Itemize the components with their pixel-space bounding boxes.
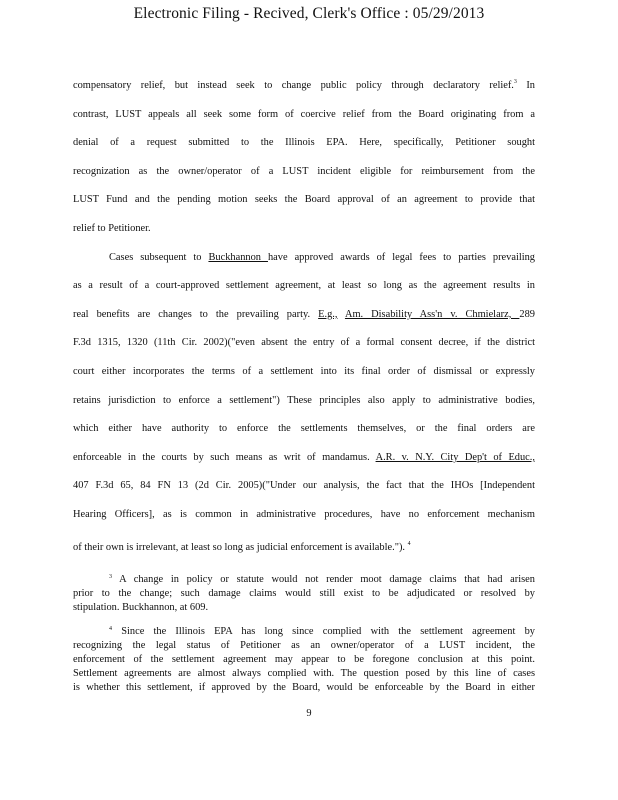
body-line: F.3d 1315, 1320 (11th Cir. 2002)("even absent the entry of a formal consent decree, if the district: [73, 337, 535, 349]
case-citation: A.R. v. N.Y. City Dep't of Educ.,: [375, 451, 535, 463]
body-line: real benefits are changes to the prevailing party. E.g., Am. Disability Ass'n v. Chmielarz, 289: [73, 308, 535, 320]
body-line: as a result of a court-approved settlement agreement, at least so long as the agreement results in: [73, 280, 535, 292]
footnote-number: 3: [109, 574, 112, 580]
body-line: of their own is irrelevant, at least so long as judicial enforcement is available."). $^4$: [73, 540, 411, 553]
footnote-reference: 3: [513, 79, 517, 85]
body-line: retains jurisdiction to enforce a settlement") These principles also apply to administrative bodies,: [73, 394, 535, 406]
electronic-filing-header: Electronic Filing - Recived, Clerk's Office : 05/29/2013: [133, 5, 485, 22]
footnote-number: 4: [109, 626, 112, 633]
body-line: Cases subsequent to Buckhannon have approved awards of legal fees to parties prevailing: [109, 251, 536, 263]
document-body: [73, 68, 535, 562]
page-number: 9: [306, 708, 312, 719]
footnote-reference: 4: [407, 540, 411, 547]
body-line: recognization as the owner/operator of a LUST incident eligible for reimbursement from the: [73, 165, 535, 177]
case-citation: Am. Disability Ass'n v. Chmielarz,: [344, 308, 520, 320]
body-line: relief to Petitioner.: [73, 222, 151, 234]
body-line: which either have authority to enforce the settlements themselves, or the final orders are: [73, 423, 535, 435]
footnote: $^3$ A change in policy or statute would not render moot damage claims that had arisen prior to the change; such damage claims would still exist to be adjudicated or resolved by stipulation. Buckhannon, at 609.: [73, 574, 535, 613]
footnotes-section: [73, 571, 535, 703]
body-line: 407 F.3d 65, 84 FN 13 (2d Cir. 2005)("Under our analysis, the fact that the IHOs [Independent: [73, 480, 535, 492]
footnote: $^4$ Since the Illinois EPA has long since complied with the settlement agreement by recognizing the legal status of Petitioner as an owner/operator of a LUST incident, the enforcement of the settlement agreement may appear to be foregone conclusion at this point. Settlement agreements are almost always complied with. The question posed by this line of cases is whether this settlement, if approved by the Board, would be enforceable by the Board in either: [73, 626, 535, 693]
body-line: Hearing Officers], as is common in administrative procedures, have no enforcement mechanism: [73, 508, 535, 520]
body-line: denial of a request submitted to the Illinois EPA. Here, specifically, Petitioner sought: [73, 137, 535, 149]
body-line: LUST Fund and the pending motion seeks the Board approval of an agreement to provide that: [73, 194, 535, 206]
body-line: enforceable in the courts by such means as writ of mandamus. A.R. v. N.Y. City Dep't of Educ.,: [73, 451, 535, 463]
body-line: court either incorporates the terms of a settlement into its final order of dismissal or expressly: [73, 365, 535, 377]
case-citation: Buckhannon: [208, 251, 268, 263]
body-line: compensatory relief, but instead seek to change public policy through declaratory relief.$^3$ In: [73, 79, 535, 91]
case-citation: E.g.,: [318, 308, 338, 320]
body-line: contrast, LUST appeals all seek some form of coercive relief from the Board originating from a: [73, 108, 535, 120]
